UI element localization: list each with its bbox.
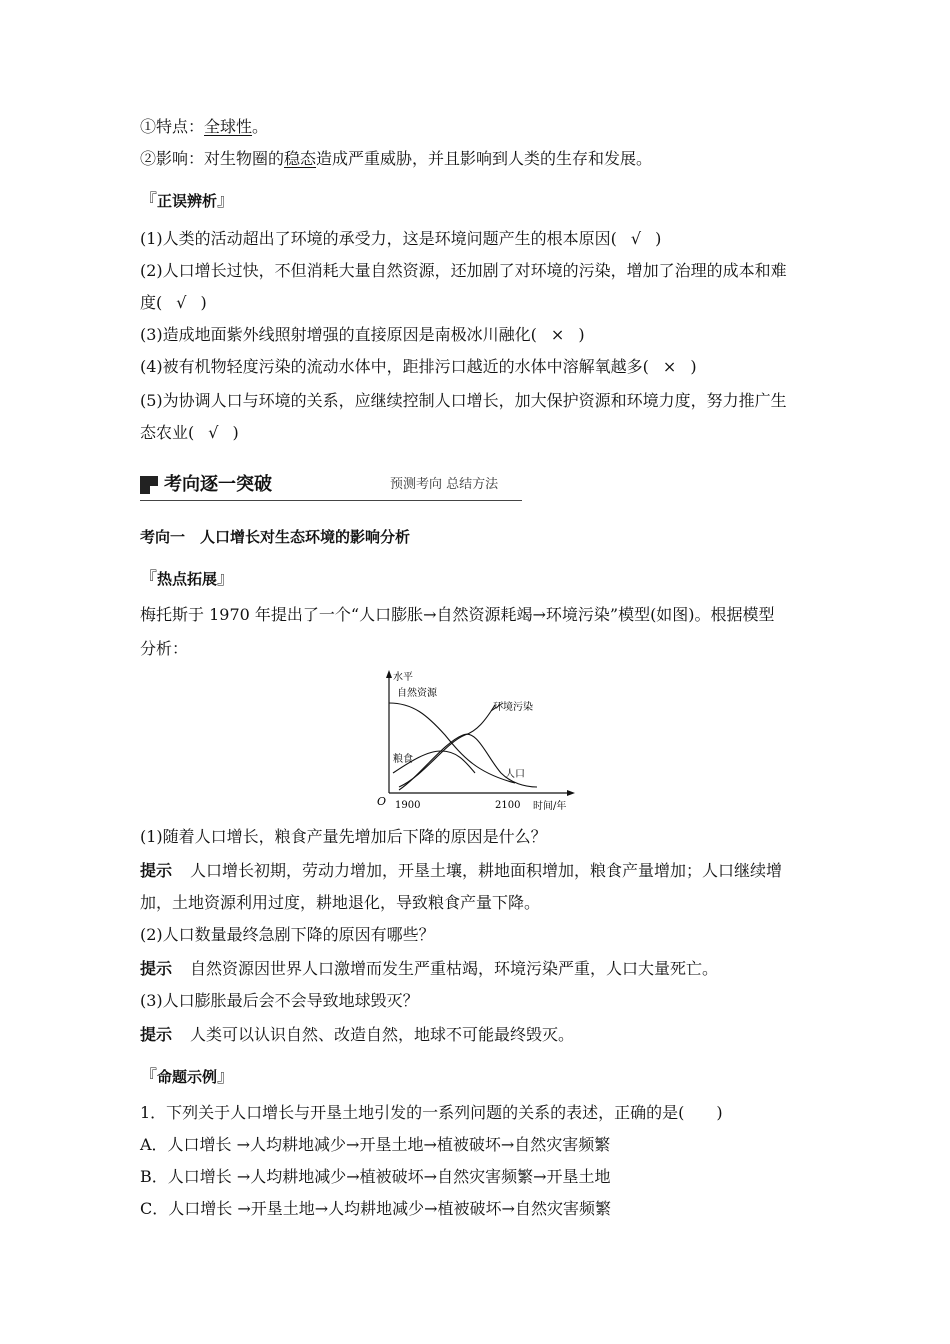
x-tick-1900: 1900 <box>395 800 421 811</box>
section-title: 考向逐一突破 <box>164 474 272 495</box>
feature-suffix: 。 <box>252 117 269 136</box>
judge-item-1 <box>140 228 661 250</box>
section-banner <box>140 470 522 506</box>
section-divider <box>140 500 522 501</box>
label-food: 粮食 <box>393 754 413 765</box>
answer-text: 人口增长初期，劳动力增加，开垦土壤，耕地面积增加，粮食产量增加；人口继续增 <box>190 861 783 880</box>
impact-line <box>140 148 652 170</box>
judge-item-text: (5)为协调人口与环境的关系，应继续控制人口增长，加大保护资源和环境力度，努力推广生 <box>140 391 787 410</box>
judge-item-text: 态农业( <box>140 423 195 442</box>
judge-item-end: ) <box>200 293 207 312</box>
judge-item-5-cont <box>140 422 239 444</box>
tip-label: 提示 <box>140 1025 173 1044</box>
judge-item-text: (3)造成地面紫外线照射增强的直接原因是南极冰川融化( <box>140 325 537 344</box>
judge-item-text: (4)被有机物轻度污染的流动水体中，距排污口越近的水体中溶解氧越多( <box>140 357 649 376</box>
answer-1-cont: 加，土地资源利用过度，耕地退化，导致粮食产量下降。 <box>140 893 541 912</box>
option-c: C．人口增长 →开垦土地→人均耕地减少→植被破坏→自然灾害频繁 <box>140 1199 611 1218</box>
answer-text: 人类可以认识自然、改造自然，地球不可能最终毁灭。 <box>190 1025 575 1044</box>
model-paragraph: 梅托斯于 1970 年提出了一个“人口膨胀→自然资源耗竭→环境污染”模型(如图)。根据模型 <box>140 605 775 624</box>
judge-item-2-cont <box>140 292 207 314</box>
hotspot-heading-text: 热点拓展 <box>157 570 218 588</box>
y-axis-label: 水平 <box>393 672 413 683</box>
topic-title: 考向一 人口增长对生态环境的影响分析 <box>140 528 411 546</box>
impact-label: ②影响：对生物圈的 <box>140 149 285 168</box>
impact-text: 造成严重威胁，并且影响到人类的生存和发展。 <box>316 149 653 168</box>
section-square-notch <box>150 486 158 494</box>
label-population: 人口 <box>505 769 525 780</box>
judge-item-text: (1)人类的活动超出了环境的承受力，这是环境问题产生的根本原因( <box>140 229 617 248</box>
model-paragraph-cont: 分析： <box>140 639 189 658</box>
example-heading: 『命题示例』 <box>140 1067 235 1087</box>
section-subtitle: 预测考向 总结方法 <box>390 477 499 492</box>
answer-3 <box>140 1024 574 1046</box>
answer-2 <box>140 958 718 980</box>
judge-heading-text: 正误辨析 <box>157 192 218 210</box>
example-heading-text: 命题示例 <box>157 1068 218 1086</box>
judge-mark: √ <box>630 229 642 248</box>
x-axis-arrow <box>567 790 575 796</box>
label-resources: 自然资源 <box>397 688 437 699</box>
hotspot-heading: 『热点拓展』 <box>140 569 235 589</box>
origin-label: O <box>377 795 387 808</box>
judge-item-text: (2)人口增长过快，不但消耗大量自然资源，还加剧了对环境的污染，增加了治理的成本和难 <box>140 261 787 280</box>
judge-item-5 <box>140 390 787 412</box>
label-pollution: 环境污染 <box>493 702 533 713</box>
option-b: B．人口增长 →人均耕地减少→植被破坏→自然灾害频繁→开垦土地 <box>140 1167 611 1186</box>
feature-answer: 全球性 <box>204 117 253 136</box>
judge-mark: √ <box>176 293 187 312</box>
judge-heading: 『正误辨析』 <box>140 191 235 211</box>
judge-item-2 <box>140 260 787 282</box>
judge-mark: √ <box>208 423 219 442</box>
judge-mark: × <box>550 325 565 344</box>
judge-item-end: ) <box>232 423 239 442</box>
y-axis-arrow <box>386 670 392 678</box>
judge-item-end: ) <box>690 357 697 376</box>
judge-item-3 <box>140 324 585 346</box>
question-3: (3)人口膨胀最后会不会导致地球毁灭？ <box>140 991 419 1010</box>
feature-line <box>140 116 268 138</box>
judge-item-end: ) <box>655 229 662 248</box>
judge-item-text: 度( <box>140 293 163 312</box>
judge-item-end: ) <box>578 325 585 344</box>
example-question: 1．下列关于人口增长与开垦土地引发的一系列问题的关系的表述，正确的是( ) <box>140 1103 723 1122</box>
feature-label: ①特点： <box>140 117 205 136</box>
question-2: (2)人口数量最终急剧下降的原因有哪些？ <box>140 925 435 944</box>
series-population-line <box>399 734 537 790</box>
x-axis-label: 时间/年 <box>533 801 567 812</box>
tip-label: 提示 <box>140 959 173 978</box>
judge-mark: × <box>662 357 677 376</box>
answer-text: 自然资源因世界人口激增而发生严重枯竭，环境污染严重，人口大量死亡。 <box>190 959 719 978</box>
judge-item-4 <box>140 356 697 378</box>
option-a: A．人口增长 →人均耕地减少→开垦土地→植被破坏→自然灾害频繁 <box>140 1135 611 1154</box>
impact-answer: 稳态 <box>284 149 317 168</box>
x-tick-2100: 2100 <box>495 800 521 811</box>
question-1: (1)随着人口增长，粮食产量先增加后下降的原因是什么？ <box>140 827 547 846</box>
tip-label: 提示 <box>140 861 173 880</box>
population-model-chart <box>365 665 580 815</box>
answer-1 <box>140 860 782 882</box>
